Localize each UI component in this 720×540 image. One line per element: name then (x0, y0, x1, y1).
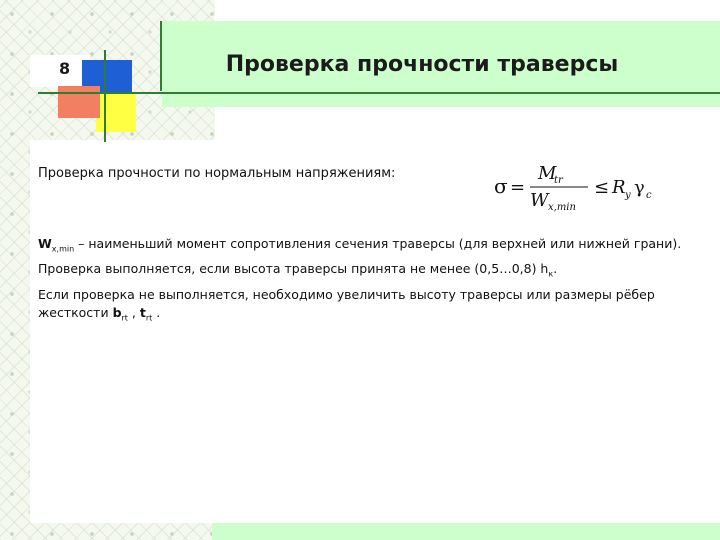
formula-gamma-sub: c (646, 190, 652, 201)
paragraph-height-condition (38, 261, 698, 279)
paragraph-if-fails-text: Если проверка не выполняется, необходимо увеличить высоту траверсы или размеры рёбер жесткости (38, 287, 655, 320)
paragraph-if-fails (38, 286, 658, 328)
decor-red-square (58, 86, 100, 118)
section-heading: Проверка прочности по нормальным напряжениям: (38, 166, 396, 181)
height-sub: к (548, 269, 554, 279)
separator: , (127, 305, 140, 320)
formula-sigma: σ (494, 174, 508, 198)
formula-numerator: M (538, 163, 557, 184)
strength-formula (492, 160, 672, 212)
t-rt-sub: rt (145, 313, 153, 323)
w-symbol: W (38, 236, 52, 251)
formula-R: R (612, 177, 626, 198)
formula-equals: = (510, 177, 526, 198)
formula-numerator-sub: tr (554, 175, 563, 186)
paragraph-height-text: Проверка выполняется, если высота траверсы принята не менее (0,5…0,8) h (38, 261, 549, 276)
slide-title: Проверка прочности траверсы (225, 52, 619, 77)
paragraph-if-fails-end: . (152, 305, 161, 320)
formula-gamma: γ (634, 177, 645, 198)
paragraph-wx-min-text: – наименьший момент сопротивления сечения траверсы (для верхней или нижней грани). (74, 236, 682, 251)
formula-denominator: W (530, 190, 549, 211)
slide-number: 8 (59, 59, 71, 78)
formula-leq: ≤ (594, 177, 610, 198)
decor-horizontal-line (38, 92, 720, 94)
w-symbol-sub: x,min (51, 244, 75, 254)
t-rt-symbol: t (139, 305, 146, 320)
b-rt-sub: rt (121, 313, 128, 323)
paragraph-height-end: . (553, 261, 558, 276)
decor-vertical-line (104, 50, 106, 142)
footer-band (212, 523, 720, 540)
formula-denominator-sub: x,min (548, 202, 576, 212)
formula-R-sub: y (625, 190, 631, 201)
paragraph-wx-min (38, 236, 698, 254)
b-rt-symbol: b (112, 305, 122, 320)
decor-yellow-square (96, 92, 136, 132)
